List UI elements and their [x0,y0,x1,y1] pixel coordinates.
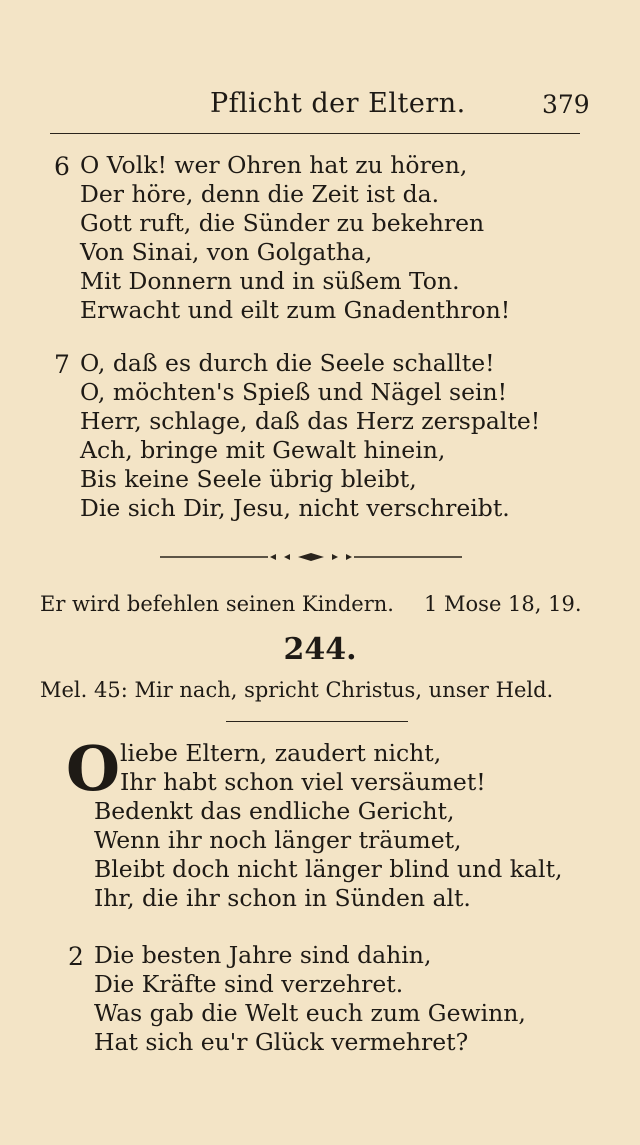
verse-line: Bedenkt das endliche Gericht, [94,797,455,825]
verse-line: liebe Eltern, zaudert nicht, [120,739,442,767]
verse-number: 7 [54,350,70,379]
ornament-divider [160,547,462,567]
drop-cap: O [66,732,121,805]
verse-line: Der höre, denn die Zeit ist da. [80,180,440,208]
page-number: 379 [542,90,590,119]
verse-line: Die besten Jahre sind dahin, [94,941,432,969]
verse-line: Herr, schlage, daß das Herz zerspalte! [80,407,541,435]
melody-line: Mel. 45: Mir nach, spricht Christus, unser Held. [40,678,554,702]
verse-line: Ihr habt schon viel versäumet! [120,768,486,796]
verse-line: Die Kräfte sind verzehret. [94,970,404,998]
header-rule [50,133,580,134]
verse-line: O, möchten's Spieß und Nägel sein! [80,378,508,406]
hymn-number: 244. [283,632,357,667]
scripture-citation: 1 Mose 18, 19. [424,592,582,616]
running-header: Pflicht der Eltern. [210,88,466,119]
verse-number: 2 [68,942,84,971]
verse-line: Bleibt doch nicht länger blind und kalt, [94,855,563,883]
verse-line: Die sich Dir, Jesu, nicht verschreibt. [80,494,510,522]
verse-line: Von Sinai, von Golgatha, [80,238,373,266]
verse-line: Bis keine Seele übrig bleibt, [80,465,417,493]
verse-line: Wenn ihr noch länger träumet, [94,826,462,854]
verse-line: Ihr, die ihr schon in Sünden alt. [94,884,471,912]
verse-line: Ach, bringe mit Gewalt hinein, [80,436,446,464]
verse-number: 6 [54,152,70,181]
scripture-text: Er wird befehlen seinen Kindern. [40,592,394,616]
melody-rule [226,721,408,722]
verse-line: Was gab die Welt euch zum Gewinn, [94,999,526,1027]
verse-line: Erwacht und eilt zum Gnadenthron! [80,296,511,324]
verse-line: O Volk! wer Ohren hat zu hören, [80,151,468,179]
verse-line: O, daß es durch die Seele schallte! [80,349,495,377]
verse-line: Gott ruft, die Sünder zu bekehren [80,209,485,237]
verse-line: Mit Donnern und in süßem Ton. [80,267,460,295]
verse-line: Hat sich eu'r Glück vermehret? [94,1028,469,1056]
